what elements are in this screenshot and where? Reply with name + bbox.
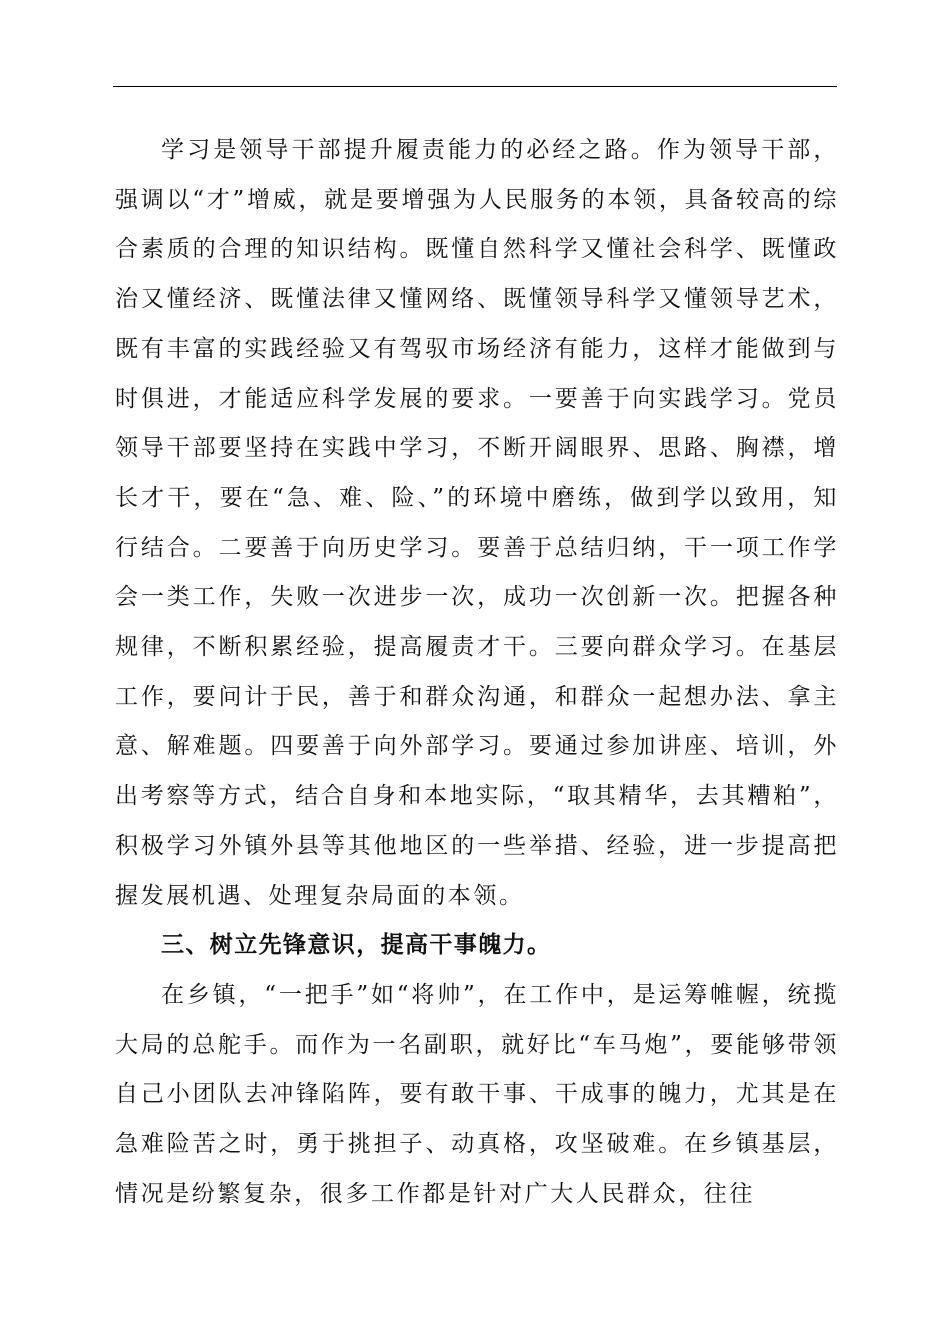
body-paragraph: 学习是领导干部提升履责能力的必经之路。作为领导干部，强调以“才”增威，就是要增强为人民服务的本领，具备较高的综合素质的合理的知识结构。既懂自然科学又懂社会科学、既懂政治又懂经济、既懂法律又懂网络、既懂领导科学又懂领导艺术，既有丰富的实践经验又有驾驭市场经济有能力，这样才能做到与时俱进，才能适应科学发展的要求。一要善于向实践学习。党员领导干部要坚持在实践中学习，不断开阔眼界、思路、胸襟，增长才干，要在“急、难、险、”的环境中磨练，做到学以致用，知行结合。二要善于向历史学习。要善于总结归纳，干一项工作学会一类工作，失败一次进步一次，成功一次创新一次。把握各种规律，不断积累经验，提高履责才干。三要向群众学习。在基层工作，要问计于民，善于和群众沟通，和群众一起想办法、拿主意、解难题。四要善于向外部学习。要通过参加讲座、培训，外出考察等方式，结合自身和本地实际，“取其精华，去其糟粕”，积极学习外镇外县等其他地区的一些举措、经验，进一步提高把握发展机遇、处理复杂局面的本领。 [115,137,839,909]
document-body [115,126,839,1219]
body-paragraph: 在乡镇，“一把手”如“将帅”，在工作中，是运筹帷幄，统揽大局的总舵手。而作为一名副职，就好比“车马炮”，要能够带领自己小团队去冲锋陷阵，要有敢干事、干成事的魄力，尤其是在急难险苦之时，勇于挑担子、动真格，攻坚破难。在乡镇基层，情况是纷繁复杂，很多工作都是针对广大人民群众，往往 [115,981,839,1207]
header-rule [113,86,837,87]
section-heading: 三、树立先锋意识，提高干事魄力。 [161,932,552,959]
